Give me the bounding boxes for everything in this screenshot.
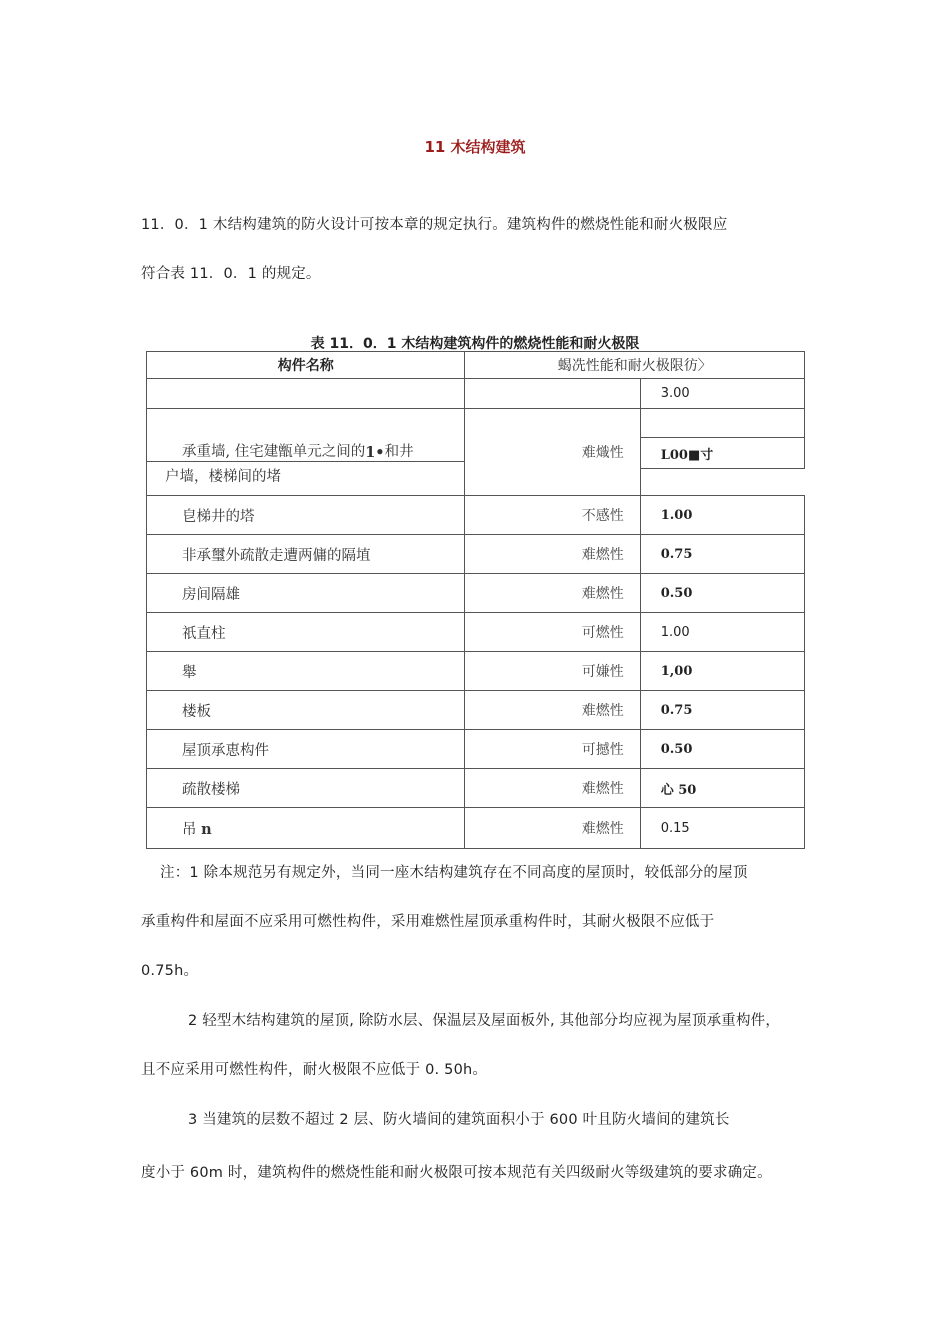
blank-cell <box>465 379 640 409</box>
performance-cell: 难燃性 <box>465 769 640 808</box>
component-cell: 楼板 <box>147 691 465 730</box>
limit-cell: 3.00 <box>640 379 804 409</box>
clause-line-1: 11．0．1 木结构建筑的防火设计可按本章的规定执行。建筑构件的燃烧性能和耐火极限应 <box>141 217 728 233</box>
performance-cell: 难熾性 <box>465 409 640 496</box>
table-header-row <box>147 352 805 379</box>
blank-cell <box>640 469 804 496</box>
note-2-line-2: 且不应采用可燃性构件，耐火极限不应低于 0. 50h。 <box>141 1062 488 1078</box>
component-cell: 屋顶承恵构件 <box>147 730 465 769</box>
performance-cell: 可嫌性 <box>465 652 640 691</box>
limit-cell: 0.75 <box>640 691 804 730</box>
header-component-name: 构件名称 <box>147 352 465 379</box>
blank-cell <box>147 379 465 409</box>
table-row <box>147 613 805 652</box>
note-1-line-2: 承重构件和屋面不应采用可燃性构件，采用难燃性屋顶承重构件时，其耐火极限不应低于 <box>141 914 715 930</box>
wall-name-part: 和井 <box>384 443 414 460</box>
limit-cell: 0.50 <box>640 574 804 613</box>
note-2-line-1: 2 轻型木结构建筑的屋顶, 除防水层、保温层及屋面板外, 其他部分均应视为屋顶承重构件， <box>188 1013 781 1029</box>
component-cell: 皀梯井的塔 <box>147 496 465 535</box>
table-row <box>147 574 805 613</box>
performance-cell: 难燃性 <box>465 535 640 574</box>
table-row <box>147 652 805 691</box>
table-row <box>147 808 805 849</box>
limit-cell: 0.75 <box>640 535 804 574</box>
component-cell <box>147 808 465 849</box>
limit-cell: 1.00 <box>640 496 804 535</box>
header-performance: 蝎冼性能和耐火极限彷〉 <box>465 352 805 379</box>
table-row <box>147 379 805 409</box>
performance-cell: 可撼性 <box>465 730 640 769</box>
component-cell-wall <box>147 409 465 496</box>
page-title: 11 木结构建筑 <box>424 138 526 156</box>
limit-cell: 0.15 <box>640 808 804 849</box>
component-name-part: 吊 <box>182 821 202 838</box>
clause-line-2: 符合表 11．0．1 的规定。 <box>141 266 321 282</box>
wall-name-part: 承重墙, 住宅建甑单元之间的 <box>182 443 366 460</box>
table-row <box>147 691 805 730</box>
component-cell: 舉 <box>147 652 465 691</box>
limit-cell: 1,00 <box>640 652 804 691</box>
component-cell: 房间隔雄 <box>147 574 465 613</box>
table-row <box>147 769 805 808</box>
limit-cell: L00■寸 <box>640 438 804 469</box>
performance-cell: 可燃性 <box>465 613 640 652</box>
note-3-line-1: 3 当建筑的层数不超过 2 层、防火墙间的建筑面积小于 600 叶且防火墙间的建筑长 <box>188 1112 730 1128</box>
table-row <box>147 496 805 535</box>
note-1-line-3: 0.75h。 <box>141 963 199 979</box>
component-name-part: n <box>201 820 212 838</box>
note-3-line-2: 度小于 60m 时，建筑构件的燃烧性能和耐火极限可按本规范有关四级耐火等级建筑的要求确定。 <box>141 1165 772 1181</box>
component-cell: 非承璽外疏散走遭两傭的隔埴 <box>147 535 465 574</box>
component-cell: 祇直柱 <box>147 613 465 652</box>
table-row <box>147 730 805 769</box>
blank-cell <box>640 409 804 438</box>
wall-name-line-1 <box>147 416 464 462</box>
note-1-line-1: 注：1 除本规范另有规定外，当同一座木结构建筑存在不同高度的屋顶时，较低部分的屋顶 <box>160 865 748 881</box>
table-caption: 表 11．0．1 木结构建筑构件的燃烧性能和耐火极限 <box>310 336 640 352</box>
wall-name-part: 户墙，楼梯间的堵 <box>165 468 281 485</box>
performance-cell: 不感性 <box>465 496 640 535</box>
performance-cell: 难燃性 <box>465 808 640 849</box>
performance-cell: 难燃性 <box>465 691 640 730</box>
limit-cell: 0.50 <box>640 730 804 769</box>
performance-cell: 难燃性 <box>465 574 640 613</box>
component-cell: 疏散楼梯 <box>147 769 465 808</box>
table-row <box>147 535 805 574</box>
limit-cell: 1.00 <box>640 613 804 652</box>
wall-name-line-2 <box>147 462 464 489</box>
wall-name-part: 1• <box>365 443 385 461</box>
fire-resistance-table <box>146 351 805 849</box>
table-row-wall <box>147 409 805 438</box>
limit-cell: 心 50 <box>640 769 804 808</box>
